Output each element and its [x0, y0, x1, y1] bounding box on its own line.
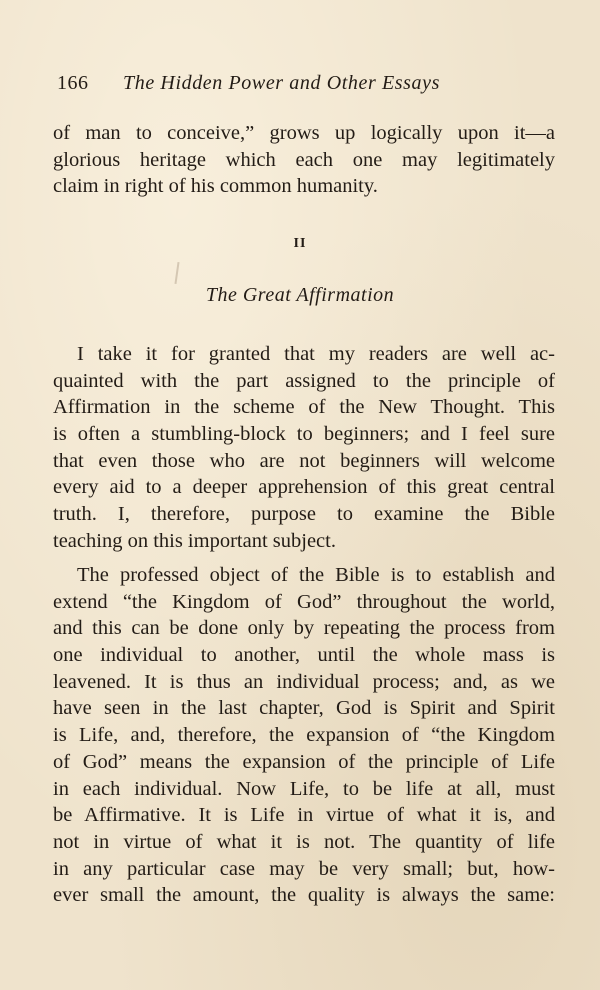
continued-paragraph	[53, 120, 555, 200]
text-line: every aid to a deeper apprehension of this great central	[53, 476, 555, 499]
text-line: one individual to another, until the whole mass is	[53, 644, 555, 667]
text-line: is Life, and, therefore, the expansion of “the Kingdom	[53, 724, 555, 747]
text-line: and this can be done only by repeating the process from	[53, 617, 555, 640]
text-line: is often a stumbling-block to beginners; and I feel sure	[53, 423, 555, 446]
text-line: in any particular case may be very small; but, how-	[53, 857, 555, 880]
text-line: glorious heritage which each one may legitimately	[53, 148, 555, 171]
running-title: The Hidden Power and Other Essays	[123, 72, 440, 94]
text-line: of man to conceive,” grows up logically upon it—a	[53, 122, 555, 144]
text-line: extend “the Kingdom of God” throughout the world,	[53, 590, 555, 613]
text-line: that even those who are not beginners will welcome	[53, 449, 555, 472]
text-line: The professed object of the Bible is to establish and	[77, 564, 555, 586]
text-line: in each individual. Now Life, to be life at all, must	[53, 777, 555, 800]
text-line: claim in right of his common humanity.	[53, 175, 378, 198]
text-line: not in virtue of what it is not. The quantity of life	[53, 830, 555, 853]
text-line: ever small the amount, the quality is always the same:	[53, 884, 555, 907]
text-line: I take it for granted that my readers are well ac-	[77, 343, 555, 365]
text-line: truth. I, therefore, purpose to examine the Bible	[53, 503, 555, 526]
text-line: have seen in the last chapter, God is Spirit and Spirit	[53, 697, 555, 720]
page-number: 166	[57, 72, 89, 94]
paragraph-kingdom	[53, 562, 555, 909]
text-line: of God” means the expansion of the principle of Life	[53, 750, 555, 773]
section-title: The Great Affirmation	[205, 284, 395, 306]
text-line: leavened. It is thus an individual process; and, as we	[53, 670, 555, 693]
paper-mark	[174, 262, 179, 284]
text-line: be Affirmative. It is Life in virtue of what it is, and	[53, 804, 555, 827]
paragraph-affirmation	[53, 341, 555, 555]
section-number: II	[293, 236, 307, 251]
page-header	[57, 68, 497, 98]
text-line: Affirmation in the scheme of the New Thought. This	[53, 396, 555, 419]
text-line: quainted with the part assigned to the principle of	[53, 369, 555, 392]
text-line: teaching on this important subject.	[53, 529, 336, 552]
